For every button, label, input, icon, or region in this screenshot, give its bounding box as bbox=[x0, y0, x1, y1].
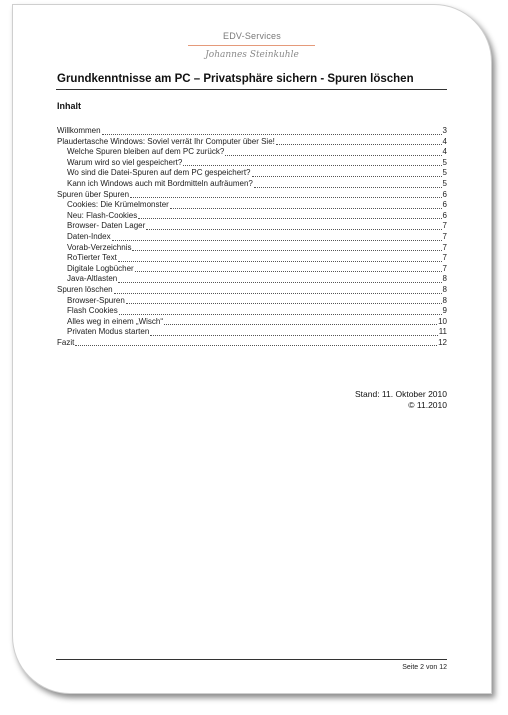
toc-entry[interactable] bbox=[57, 264, 447, 275]
toc-entry[interactable] bbox=[57, 147, 447, 158]
toc-leader-dots bbox=[150, 335, 437, 336]
toc-entry-title: Alles weg in einem „Wisch“ bbox=[67, 316, 164, 326]
toc-entry-page: 11 bbox=[438, 327, 447, 337]
brand-name: EDV-Services bbox=[223, 31, 281, 41]
toc-entry-page: 9 bbox=[442, 306, 447, 316]
toc-leader-dots bbox=[225, 155, 441, 156]
toc-entry-title: Kann ich Windows auch mit Bordmitteln aufräumen? bbox=[67, 178, 253, 188]
toc-entry-page: 6 bbox=[442, 189, 447, 199]
toc-leader-dots bbox=[146, 229, 441, 230]
toc-entry[interactable] bbox=[57, 211, 447, 222]
toc-entry[interactable] bbox=[57, 253, 447, 264]
toc-entry-title: Browser- Daten Lager bbox=[67, 221, 146, 231]
toc-entry-title: Wo sind die Datei-Spuren auf dem PC gespeichert? bbox=[67, 168, 251, 178]
toc-entry-title: Spuren löschen bbox=[57, 284, 113, 294]
toc-leader-dots bbox=[138, 218, 441, 219]
toc-leader-dots bbox=[252, 176, 442, 177]
toc-leader-dots bbox=[132, 250, 441, 251]
toc-entry-title: Flash Cookies bbox=[67, 306, 118, 316]
toc-entry-title: RoTierter Text bbox=[67, 253, 117, 263]
toc-entry[interactable] bbox=[57, 221, 447, 232]
toc-entry[interactable] bbox=[57, 285, 447, 296]
toc-entry[interactable] bbox=[57, 317, 447, 328]
toc-entry-title: Browser-Spuren bbox=[67, 295, 125, 305]
brand-underline bbox=[188, 45, 315, 46]
toc-entry-page: 12 bbox=[438, 337, 447, 347]
toc-entry-title: Spuren über Spuren bbox=[57, 189, 130, 199]
document-page bbox=[12, 4, 492, 694]
stand-date: Stand: 11. Oktober 2010 bbox=[355, 389, 447, 399]
toc-entry-page: 6 bbox=[442, 210, 447, 220]
toc-entry-page: 4 bbox=[442, 136, 447, 146]
toc-entry[interactable] bbox=[57, 126, 447, 137]
toc-leader-dots bbox=[114, 293, 442, 294]
toc-entry[interactable] bbox=[57, 158, 447, 169]
toc-leader-dots bbox=[126, 303, 442, 304]
toc-entry[interactable] bbox=[57, 137, 447, 148]
toc-leader-dots bbox=[170, 208, 442, 209]
page-number: Seite 2 von 12 bbox=[402, 664, 447, 671]
toc-entry-page: 7 bbox=[442, 242, 447, 252]
toc-entry-page: 10 bbox=[438, 316, 447, 326]
toc-leader-dots bbox=[75, 345, 437, 346]
toc-entry-title: Cookies: Die Krümelmonster bbox=[67, 200, 169, 210]
toc-entry-title: Warum wird so viel gespeichert? bbox=[67, 157, 183, 167]
toc-entry-page: 5 bbox=[442, 157, 447, 167]
toc-entry-page: 8 bbox=[442, 274, 447, 284]
toc-entry-title: Welche Spuren bleiben auf dem PC zurück? bbox=[67, 147, 225, 157]
toc-entry-page: 5 bbox=[442, 178, 447, 188]
toc-entry-page: 5 bbox=[442, 168, 447, 178]
toc-entry-page: 7 bbox=[442, 263, 447, 273]
toc-leader-dots bbox=[112, 240, 442, 241]
document-title: Grundkenntnisse am PC – Privatsphäre sichern - Spuren löschen bbox=[57, 73, 414, 85]
toc-entry-title: Java-Altlasten bbox=[67, 274, 118, 284]
toc-leader-dots bbox=[135, 271, 442, 272]
toc-entry-title: Digitale Logbücher bbox=[67, 263, 134, 273]
toc-entry-title: Willkommen bbox=[57, 126, 101, 135]
toc-entry-title: Fazit bbox=[57, 337, 75, 347]
toc-leader-dots bbox=[102, 134, 442, 135]
toc-entry-page: 3 bbox=[442, 126, 447, 135]
toc-heading: Inhalt bbox=[57, 101, 81, 111]
toc-entry[interactable] bbox=[57, 232, 447, 243]
toc-entry[interactable] bbox=[57, 338, 447, 349]
toc-entry-title: Daten-Index bbox=[67, 231, 111, 241]
toc-entry-title: Neu: Flash-Cookies bbox=[67, 210, 138, 220]
signature-logo: Johannes Steinkuhle bbox=[205, 50, 299, 60]
toc-entry-page: 4 bbox=[442, 147, 447, 157]
footer-divider bbox=[56, 659, 447, 660]
toc-entry-page: 8 bbox=[442, 284, 447, 294]
toc-entry[interactable] bbox=[57, 190, 447, 201]
toc-leader-dots bbox=[276, 144, 442, 145]
toc-entry-title: Vorab-Verzeichnis bbox=[67, 242, 132, 252]
toc-leader-dots bbox=[183, 165, 441, 166]
copyright-note: © 11.2010 bbox=[408, 399, 447, 410]
title-divider bbox=[56, 89, 447, 90]
toc-leader-dots bbox=[164, 324, 437, 325]
toc-entry[interactable] bbox=[57, 168, 447, 179]
toc-entry-title: Plaudertasche Windows: Soviel verrät Ihr Computer über Sie! bbox=[57, 136, 275, 146]
toc-leader-dots bbox=[254, 187, 442, 188]
toc-leader-dots bbox=[118, 261, 442, 262]
toc-leader-dots bbox=[119, 314, 442, 315]
toc-entry[interactable] bbox=[57, 274, 447, 285]
toc-entry-page: 7 bbox=[442, 221, 447, 231]
toc-entry-page: 7 bbox=[442, 253, 447, 263]
toc-entry[interactable] bbox=[57, 200, 447, 211]
table-of-contents bbox=[57, 126, 447, 348]
toc-entry[interactable] bbox=[57, 179, 447, 190]
document-date-block bbox=[355, 389, 447, 410]
toc-entry[interactable] bbox=[57, 243, 447, 254]
toc-leader-dots bbox=[130, 197, 441, 198]
toc-entry-page: 7 bbox=[442, 231, 447, 241]
toc-leader-dots bbox=[118, 282, 441, 283]
toc-entry[interactable] bbox=[57, 327, 447, 338]
toc-entry-title: Privaten Modus starten bbox=[67, 327, 150, 337]
toc-entry[interactable] bbox=[57, 306, 447, 317]
toc-entry-page: 8 bbox=[442, 295, 447, 305]
toc-entry-page: 6 bbox=[442, 200, 447, 210]
toc-entry[interactable] bbox=[57, 296, 447, 307]
